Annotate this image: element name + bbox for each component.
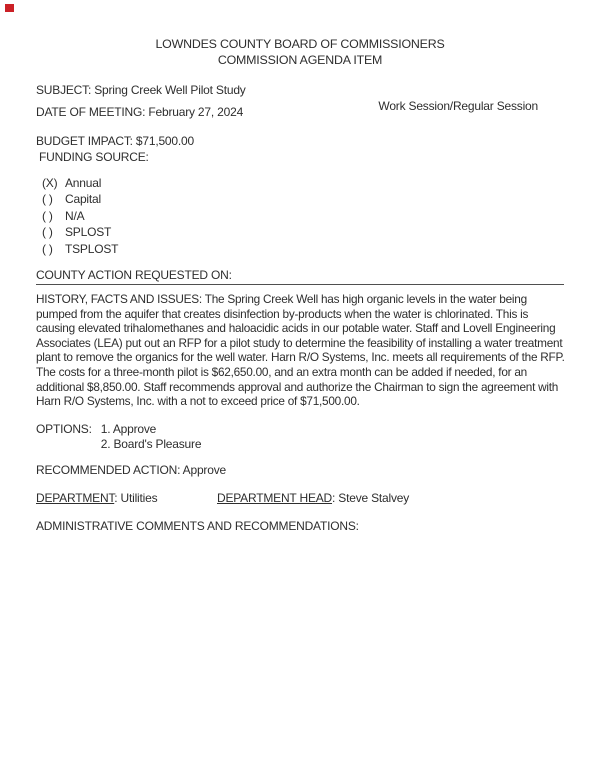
subject-line: SUBJECT: Spring Creek Well Pilot Study: [36, 83, 246, 97]
option-boards-pleasure: 2. Board's Pleasure: [100, 437, 202, 452]
document-content: [36, 36, 564, 534]
department-label: DEPARTMENT: [36, 490, 115, 505]
checkbox-mark: (X): [42, 176, 58, 190]
checkbox-mark: ( ): [42, 225, 53, 240]
funding-option-na: [42, 208, 564, 224]
checkbox-mark: ( ): [42, 192, 53, 207]
department-field: [36, 491, 157, 505]
checkbox-mark: ( ): [42, 241, 53, 256]
red-corner-mark: [5, 4, 14, 12]
recommended-action-line: RECOMMENDED ACTION: Approve: [36, 462, 226, 477]
county-action-heading: COUNTY ACTION REQUESTED ON:: [36, 267, 564, 285]
funding-options-list: [36, 175, 564, 257]
meeting-date-line: DATE OF MEETING: February 27, 2024: [36, 105, 244, 119]
department-head-value: : Steve Stalvey: [332, 490, 410, 505]
department-head-field: [217, 490, 409, 506]
funding-source-label: FUNDING SOURCE:: [39, 150, 149, 164]
department-value: : Utilities: [114, 490, 158, 505]
department-head-label: DEPARTMENT HEAD: [217, 490, 333, 505]
document-title: [36, 36, 564, 68]
funding-option-splost: [42, 224, 564, 240]
checkbox-mark: ( ): [42, 208, 53, 223]
funding-option-label: Capital: [65, 192, 101, 207]
date-row: [36, 99, 564, 120]
funding-option-label: N/A: [65, 208, 85, 223]
option-approve: 1. Approve: [100, 421, 157, 436]
funding-option-label: SPLOST: [65, 225, 112, 240]
options-label: OPTIONS:: [36, 421, 92, 436]
options-block: [36, 422, 564, 453]
funding-option-tsplost: [42, 241, 564, 257]
budget-impact-line: BUDGET IMPACT: $71,500.00: [36, 134, 194, 148]
history-facts-issues-paragraph: HISTORY, FACTS AND ISSUES: The Spring Creek Well has high organic levels in the water being pumped from the aquifer that creates disinfection by-products when the water is chlorinated. This is causing elevated trihalomethanes and haloacidic acids in our potable water. Staff and Lovell Engineering Associates (LEA) put out an RFP for a pilot study to determine the feasibility of installing a water treatment plant to remove the organics for the well water. Harn R/O Systems, Inc. meets all requirements of the RFP. The costs for a three-month pilot is $62,650.00, and an extra month can be added if needed, for an additional $8,850.00. Staff recommends approval and authorize the Chairman to sign the agreement with Harn R/O Systems, Inc. with a not to exceed price of $71,500.00.: [36, 292, 565, 409]
options-items: [101, 422, 202, 453]
funding-option-label: TSPLOST: [65, 241, 119, 256]
session-type-label: Work Session/Regular Session: [378, 99, 538, 113]
title-line-1: LOWNDES COUNTY BOARD OF COMMISSIONERS: [155, 37, 445, 51]
funding-option-capital: [42, 191, 564, 207]
funding-option-label: Annual: [65, 176, 102, 190]
funding-option-annual: [42, 175, 564, 191]
department-row: [36, 490, 564, 506]
title-line-2: COMMISSION AGENDA ITEM: [217, 53, 383, 67]
administrative-comments-heading: ADMINISTRATIVE COMMENTS AND RECOMMENDATIONS:: [36, 518, 359, 533]
